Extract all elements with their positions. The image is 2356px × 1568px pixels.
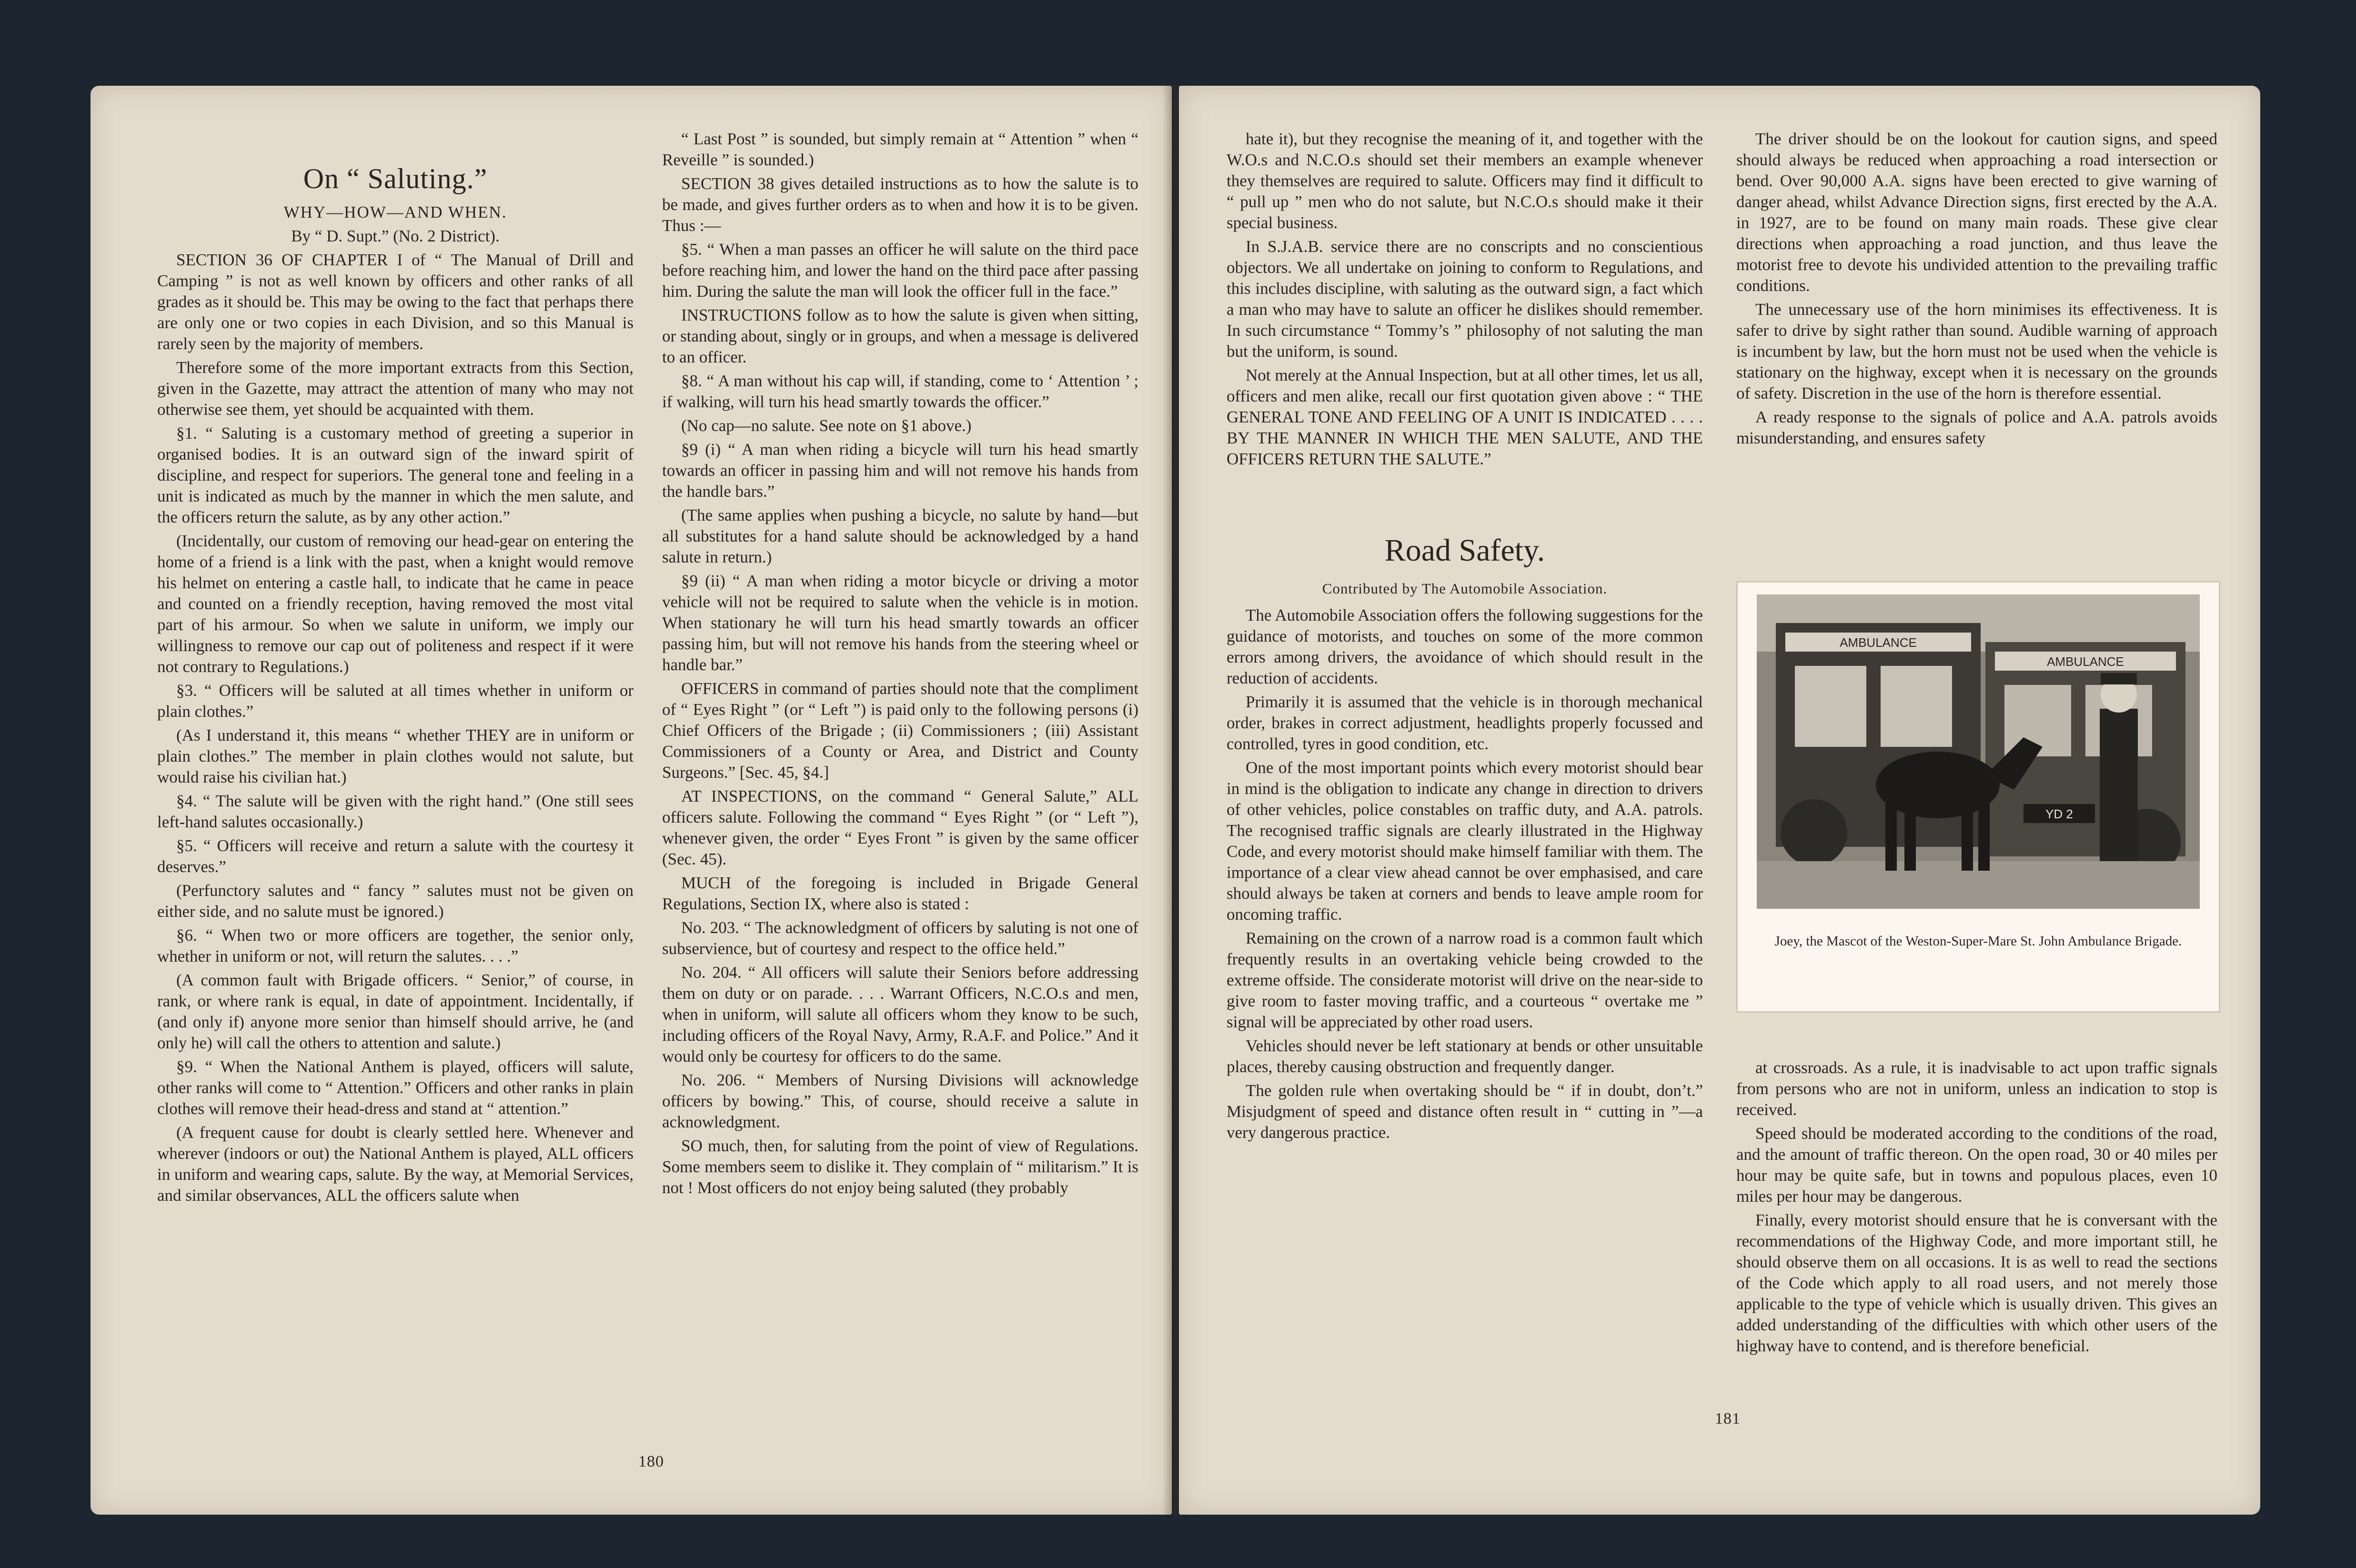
paragraph: (Incidentally, our custom of removing our head-gear on entering the home of a friend is a link with the past, when a knight would remove his helmet on entering a castle hall, to indicate that he came in peace and counted on a friendly reception, having removed the most vital part of his armour. So when we salute in uniform, we imply our willingness to remove our cap out of politeness and respect if it were not contrary to Regulations.)	[157, 532, 634, 676]
paragraph: AT INSPECTIONS, on the command “ General Salute,” ALL officers salute. Following the command “ Eyes Right ” (or “ Left ”), whenever given, the order “ Eyes Front ” is given by the same officer (Sec. 45).	[662, 787, 1138, 868]
paragraph: Finally, every motorist should ensure that he is conversant with the recommendations of the Highway Code, and more important still, he should observe them on all occasions. It is as well to read the sections of the Code which apply to all road users, and not merely those applicable to the type of vehicle which is usually driven. This gives an added understanding of the difficulties with which other users of the highway have to contend, and is therefore beneficial.	[1736, 1211, 2217, 1355]
paragraph: MUCH of the foregoing is included in Brigade General Regulations, Section IX, where also is stated :	[662, 874, 1138, 913]
paragraph: §5. “ When a man passes an officer he will salute on the third pace before reaching him, and lower the hand on the third pace after passing him. During the salute the man will look the officer full in the face.”	[662, 240, 1138, 301]
paragraph: Speed should be moderated according to the conditions of the road, and the amount of traffic thereon. On the open road, 30 or 40 miles per hour may be quite safe, but in towns and populous places, even 10 miles per hour may be dangerous.	[1736, 1124, 2217, 1206]
saluting-text-col2	[662, 129, 1138, 1198]
paragraph: (A common fault with Brigade officers. “ Senior,” of course, in rank, or where rank is equal, in date of appointment. Incidentally, if (and only if) anyone more senior than himself should arrive, he (and only he) will call the others to attention and salute.)	[157, 971, 634, 1052]
right-column-2	[1736, 129, 2217, 452]
paragraph: §4. “ The salute will be given with the right hand.” (One still sees left-hand salutes occasionally.)	[157, 792, 634, 831]
paragraph: (As I understand it, this means “ whether THEY are in uniform or plain clothes.” The member in plain clothes would not salute, but would raise his civilian hat.)	[157, 726, 634, 786]
left-column-2	[662, 129, 1138, 1201]
paragraph: §1. “ Saluting is a customary method of greeting a superior in organised bodies. It is an outward sign of the inward spirit of discipline, and respect for superiors. The general tone and feeling in a unit is indicated as much by the manner in which the men salute, and the officers return the salute, as by any other action.”	[157, 424, 634, 526]
paragraph: “ Last Post ” is sounded, but simply remain at “ Attention ” when “ Reveille ” is sounded.)	[662, 130, 1138, 169]
paragraph: §9. “ When the National Anthem is played, officers will salute, other ranks will come to “ Attention.” Officers and other ranks in plain clothes will remove their head-dress and stand at “ attention.”	[157, 1057, 634, 1118]
article-title-saluting: On “ Saluting.”	[303, 163, 488, 194]
paragraph: §6. “ When two or more officers are together, the senior only, whether in uniform or not, will return the salutes. . . .”	[157, 926, 634, 965]
left-column-1	[157, 129, 634, 1209]
ambulance-sign-1: AMBULANCE	[1840, 635, 1917, 650]
paragraph: No. 203. “ The acknowledgment of officers by saluting is not one of subservience, but of courtesy and respect to the office held.”	[662, 918, 1138, 958]
paragraph: In S.J.A.B. service there are no conscripts and no conscientious objectors. We all undertake on joining to conform to Regulations, and this includes discipline, with saluting as the outward sign, a fact which a man who may have to salute an officer he dislikes should remember. In such circumstance “ Tommy’s ” philosophy of not saluting the man but the uniform, is sound.	[1227, 237, 1703, 361]
left-page	[91, 86, 1172, 1515]
paragraph: No. 206. “ Members of Nursing Divisions will acknowledge officers by bowing.” This, of course, should receive a salute in acknowledgment.	[662, 1071, 1138, 1131]
page-number-right: 181	[1715, 1410, 1741, 1427]
photo-frame	[1736, 581, 2220, 1013]
paragraph: Therefore some of the more important extracts from this Section, given in the Gazette, may attract the attention of many who may not otherwise see them, yet should be acquainted with them.	[157, 358, 634, 419]
paragraph: Not merely at the Annual Inspection, but at all other times, let us all, officers and men alike, recall our first quotation given above : “ THE GENERAL TONE AND FEELING OF A UNIT IS INDICATED . . . . BY THE MANNER IN WHICH THE MEN SALUTE, AND THE OFFICERS RETURN THE SALUTE.”	[1227, 366, 1703, 468]
paragraph: The golden rule when overtaking should be “ if in doubt, don’t.” Misjudgment of speed and distance often result in “ cutting in ”—a very dangerous practice.	[1227, 1081, 1703, 1142]
paragraph: (No cap—no salute. See note on §1 above.)	[681, 416, 972, 435]
paragraph: §3. “ Officers will be saluted at all times whether in uniform or plain clothes.”	[157, 681, 634, 721]
road-safety-text-col4-top	[1736, 129, 2217, 449]
paragraph: Primarily it is assumed that the vehicle is in thorough mechanical order, brakes in correct adjustment, headlights properly focussed and controlled, tyres in good condition, etc.	[1227, 693, 1703, 753]
paragraph: OFFICERS in command of parties should note that the compliment of “ Eyes Right ” (or “ Left ”) is paid only to the following persons (i) Chief Officers of the Brigade ; (ii) Commissioners ; (iii) Assistant Commissioners of a County or Area, and District and County Surgeons.” [Sec. 45, §4.]	[662, 679, 1138, 782]
paragraph: The driver should be on the lookout for caution signs, and speed should always be reduced when approaching a road intersection or bend. Over 90,000 A.A. signs have been erected to give warning of danger ahead, whilst Advance Direction signs, first erected by the A.A. in 1927, are to be found on many main roads. These give clear directions when approaching a road junction, and thus leave the motorist free to devote his undivided attention to the prevailing traffic conditions.	[1736, 130, 2217, 295]
paragraph: The unnecessary use of the horn minimises its effectiveness. It is safer to drive by sight rather than sound. Audible warning of approach is incumbent by law, but the horn must not be used when the vehicle is stationary on the highway, except when it is necessary on the grounds of safety. Discretion in the use of the horn is therefore essential.	[1736, 300, 2217, 402]
paragraph: (The same applies when pushing a bicycle, no salute by hand—but all substitutes for a hand salute should be acknowledged by a hand salute in return.)	[662, 506, 1138, 566]
paragraph: Remaining on the crown of a narrow road is a common fault which frequently results in an overtaking vehicle being crowded to the extreme offside. The considerate motorist will drive on the near-side to give room to faster moving traffic, and a courteous “ overtake me ” signal will be appreciated by other road users.	[1227, 929, 1703, 1031]
road-safety-text-col3	[1227, 605, 1703, 1143]
paragraph: No. 204. “ All officers will salute their Seniors before addressing them on duty or on parade. . . . Warrant Officers, N.C.O.s and men, when in uniform, will salute all officers whom they know to be such, including officers of the Royal Navy, Army, R.A.F. and Police.” And it would only be courtesy for officers to do the same.	[662, 963, 1138, 1065]
paragraph: SECTION 36 OF CHAPTER I of “ The Manual of Drill and Camping ” is not as well known by officers and other ranks of all grades as it should be. This may be owing to the fact that perhaps there are only one or two copies in each Division, and so this Manual is rarely seen by the majority of members.	[157, 251, 634, 353]
paragraph: §9 (i) “ A man when riding a bicycle will turn his head smartly towards an officer in passing him and will not remove his hands from the handle bars.”	[662, 440, 1138, 501]
photo-caption: Joey, the Mascot of the Weston-Super-Mare St. John Ambulance Brigade.	[1774, 934, 2182, 949]
paragraph: One of the most important points which every motorist should bear in mind is the obligation to indicate any change in direction to drivers of other vehicles, police constables on traffic duty, and A.A. patrols. The recognised traffic signals are clearly illustrated in the Highway Code, and every motorist should make himself familiar with them. The importance of a clear view ahead cannot be over emphasised, and care should always be taken at corners and bends to leave ample room for oncoming traffic.	[1227, 758, 1703, 924]
paragraph: Vehicles should never be left stationary at bends or other unsuitable places, thereby causing obstruction and frequently danger.	[1227, 1036, 1703, 1076]
ambulance-photo	[1757, 594, 2200, 909]
ambulance-sign-2: AMBULANCE	[2047, 654, 2124, 669]
ambulance-photo-illustration	[1757, 594, 2200, 909]
paragraph: at crossroads. As a rule, it is inadvisable to act upon traffic signals from persons who are not in uniform, unless an indication to stop is received.	[1736, 1058, 2217, 1119]
road-safety-text-col4-bottom	[1736, 1057, 2217, 1357]
paragraph: (Perfunctory salutes and “ fancy ” salutes must not be given on either side, and no salute must be ignored.)	[157, 881, 634, 921]
right-column-1	[1227, 129, 1703, 1146]
paragraph: (A frequent cause for doubt is clearly settled here. Whenever and wherever (indoors or out) the National Anthem is played, ALL officers in uniform and wearing caps, salute. By the way, at Memorial Services, and similar observances, ALL the officers salute when	[157, 1123, 634, 1205]
paragraph: §8. “ A man without his cap will, if standing, come to ‘ Attention ’ ; if walking, will turn his head smartly towards the officer.”	[662, 372, 1138, 411]
paragraph: The Automobile Association offers the following suggestions for the guidance of motorists, and touches on some of the more common errors among drivers, the avoidance of which should result in the reduction of accidents.	[1227, 606, 1703, 687]
right-page	[1179, 86, 2260, 1515]
article-title-road-safety: Road Safety.	[1384, 533, 1545, 568]
road-safety-contributor: Contributed by The Automobile Association.	[1322, 580, 1608, 597]
paragraph: hate it), but they recognise the meaning of it, and together with the W.O.s and N.C.O.s should set their members an example whenever they themselves are required to salute. Officers may find it difficult to “ pull up ” men who do not salute, but N.C.O.s should make it their special business.	[1227, 130, 1703, 232]
saluting-text-col1	[157, 250, 634, 1206]
article-subtitle: WHY—HOW—AND WHEN.	[283, 203, 507, 221]
article-byline: By “ D. Supt.” (No. 2 District).	[291, 227, 500, 245]
paragraph: INSTRUCTIONS follow as to how the salute is given when sitting, or standing about, singly or in groups, and when a message is delivered to an officer.	[662, 306, 1138, 366]
paragraph: §5. “ Officers will receive and return a salute with the courtesy it deserves.”	[157, 836, 634, 876]
paragraph: A ready response to the signals of police and A.A. patrols avoids misunderstanding, and ensures safety	[1736, 408, 2217, 447]
paragraph: SECTION 38 gives detailed instructions as to how the salute is to be made, and gives further orders as to when and how it is to be given. Thus :—	[662, 174, 1138, 235]
licence-plate: YD 2	[2045, 807, 2073, 821]
page-number-left: 180	[638, 1453, 664, 1470]
paragraph: SO much, then, for saluting from the point of view of Regulations. Some members seem to dislike it. They complain of “ militarism.” It is not ! Most officers do not enjoy being saluted (they probably	[662, 1136, 1138, 1197]
paragraph: §9 (ii) “ A man when riding a motor bicycle or driving a motor vehicle will not be required to salute when the vehicle is in motion. When stationary he will turn his head smartly towards an officer passing him, but will not remove his hands from the steering wheel or handle bar.”	[662, 572, 1138, 674]
right-column-2-lower	[1736, 1057, 2217, 1359]
saluting-text-col3	[1227, 129, 1703, 470]
